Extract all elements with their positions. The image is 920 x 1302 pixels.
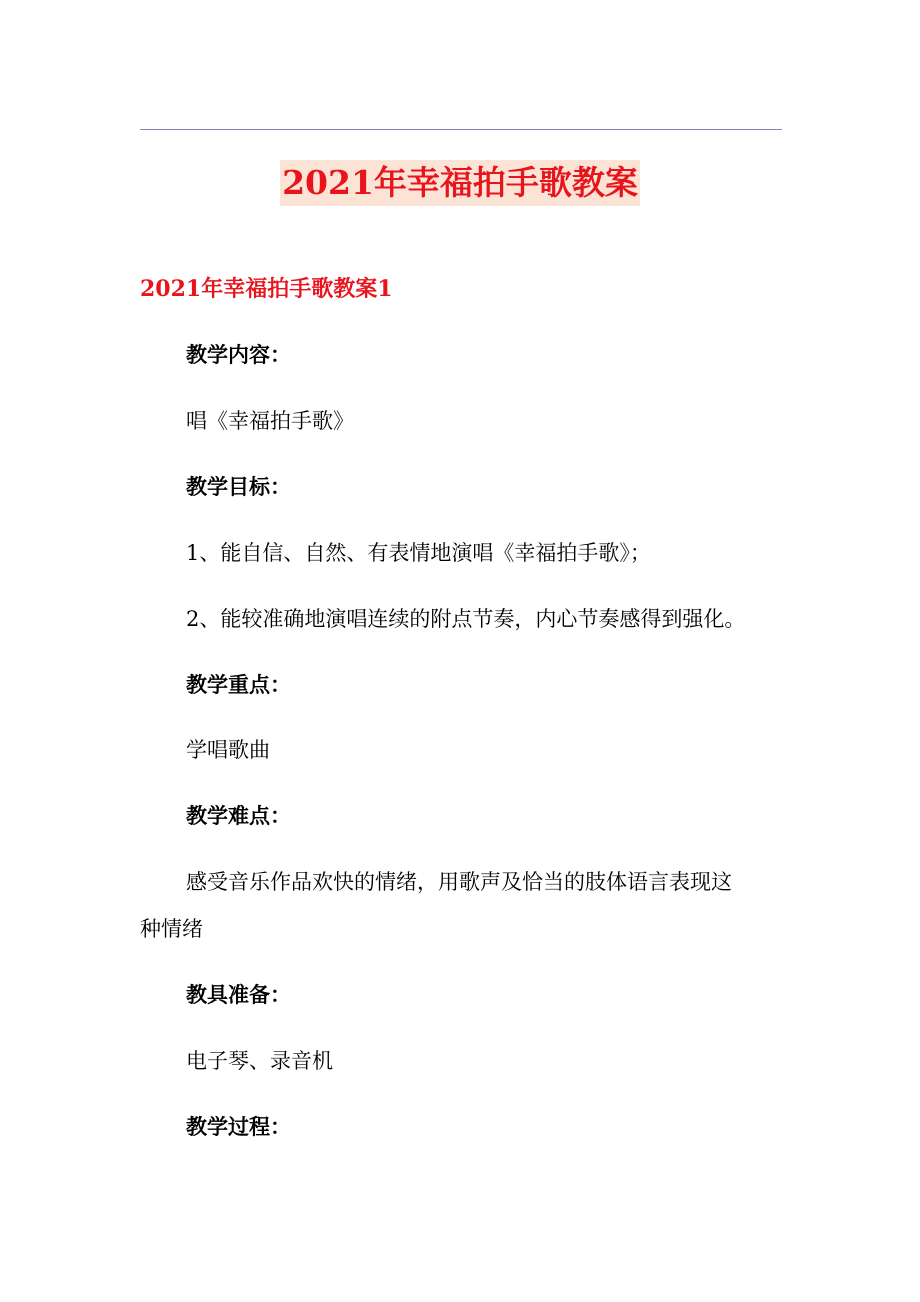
document-title	[0, 160, 920, 206]
goal-item-2: 2、能较准确地演唱连续的附点节奏，内心节奏感得到强化。	[186, 607, 746, 631]
goal-label: 教学目标：	[186, 474, 291, 499]
section-heading: 2021年幸福拍手歌教案1	[140, 276, 393, 302]
goal-item-1: 1、能自信、自然、有表情地演唱《幸福拍手歌》；	[186, 541, 651, 565]
difficulty-label: 教学难点：	[186, 803, 291, 828]
tools-text: 电子琴、录音机	[186, 1049, 333, 1073]
key-point-label: 教学重点：	[186, 672, 291, 697]
key-point-text: 学唱歌曲	[186, 738, 270, 762]
content-label: 教学内容：	[186, 342, 291, 367]
difficulty-text-line2: 种情绪	[140, 917, 203, 941]
document-title-text: 2021年幸福拍手歌教案	[280, 160, 640, 206]
difficulty-text-line1: 感受音乐作品欢快的情绪，用歌声及恰当的肢体语言表现这	[186, 870, 732, 894]
content-text: 唱《幸福拍手歌》	[186, 409, 354, 433]
process-label: 教学过程：	[186, 1114, 291, 1139]
tools-label: 教具准备：	[186, 982, 291, 1007]
header-rule	[140, 129, 782, 130]
